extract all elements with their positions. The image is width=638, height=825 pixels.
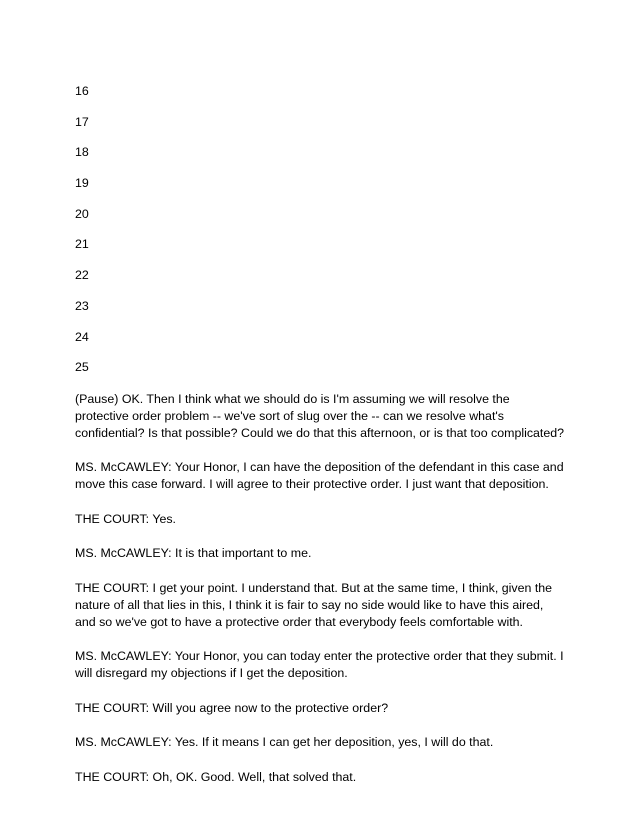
line-number: 24 [75, 329, 89, 344]
transcript-paragraph: THE COURT: Oh, OK. Good. Well, that solved that. [75, 769, 357, 784]
line-number: 16 [75, 84, 89, 98]
transcript-paragraph: MS. McCAWLEY: Yes. If it means I can get her deposition, yes, I will do that. [75, 735, 494, 750]
line-number: 25 [75, 360, 89, 375]
transcript-paragraph: THE COURT: Will you agree now to the protective order? [75, 700, 389, 715]
transcript-paragraph: THE COURT: I get your point. I understand that. But at the same time, I think, given the nature of all that lies in this, I think it is fair to say no side would like to have this aired, and so we've got to have a protective order that everybody feels comfortable with. [75, 580, 553, 629]
transcript-paragraph: (Pause) OK. Then I think what we should do is I'm assuming we will resolve the protective order problem -- we've sort of slug over the -- can we resolve what's confidential? Is that possible? Could we do that this afternoon, or is that too complicated? [75, 391, 565, 440]
transcript-paragraph: MS. McCAWLEY: Your Honor, you can today enter the protective order that they submit. I will disregard my objections if I get the deposition. [75, 649, 564, 681]
transcript-body [75, 391, 565, 786]
line-number: 21 [75, 237, 89, 252]
line-number: 18 [75, 145, 89, 160]
transcript-paragraph: MS. McCAWLEY: Your Honor, I can have the deposition of the defendant in this case and move this case forward. I will agree to their protective order. I just want that deposition. [75, 460, 564, 492]
transcript-paragraph: THE COURT: Yes. [75, 511, 176, 526]
transcript-paragraph: MS. McCAWLEY: It is that important to me. [75, 546, 312, 561]
line-number-list [75, 84, 565, 375]
line-number: 23 [75, 298, 89, 313]
line-number: 20 [75, 206, 89, 221]
line-number: 17 [75, 114, 89, 129]
line-number: 22 [75, 268, 89, 283]
transcript-page [75, 84, 565, 803]
line-number: 19 [75, 176, 89, 191]
